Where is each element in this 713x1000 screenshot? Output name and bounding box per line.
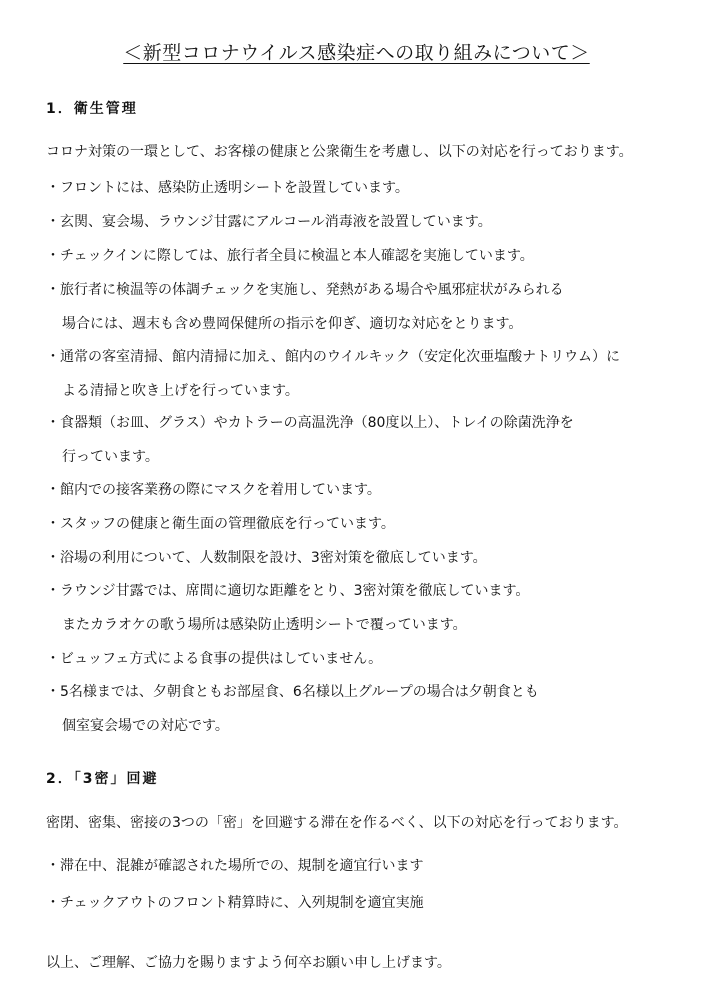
list-item: [46, 642, 706, 676]
list-item-text-continued: よる清掃と吹き上げを行っています。: [62, 383, 299, 399]
list-item-text: ・チェックアウトのフロント精算時に、入列規制を適宜実施: [46, 895, 424, 911]
list-item: [46, 406, 706, 474]
list-item: [46, 541, 706, 575]
list-item-text: ・ラウンジ甘露では、席間に適切な距離をとり、3密対策を徹底しています。: [46, 583, 530, 599]
section2-heading: 2．「3密」回避: [46, 771, 159, 787]
list-item: [46, 849, 706, 883]
list-item-text-continued: またカラオケの歌う場所は感染防止透明シートで覆っています。: [62, 617, 467, 633]
list-item-text: ・玄関、宴会場、ラウンジ甘露にアルコール消毒液を設置しています。: [46, 214, 492, 230]
section2-intro: 密閉、密集、密接の3つの「密」を回避する滞在を作るべく、以下の対応を行っております。: [46, 815, 628, 831]
list-item-text: ・食器類（お皿、グラス）やカトラーの高温洗浄（80度以上）、トレイの除菌洗浄を: [46, 415, 574, 431]
list-item: [46, 340, 706, 408]
list-item-text: ・滞在中、混雑が確認された場所での、規制を適宜行います: [46, 858, 424, 874]
list-item-text-continued: 個室宴会場での対応です。: [62, 718, 229, 734]
list-item-text: ・スタッフの健康と衛生面の管理徹底を行っています。: [46, 516, 395, 532]
document-title: [0, 38, 713, 68]
list-item: [46, 507, 706, 541]
list-item: [46, 675, 706, 743]
list-item-text: ・館内での接客業務の際にマスクを着用しています。: [46, 482, 381, 498]
list-item: [46, 205, 706, 239]
list-item-text: ・通常の客室清掃、館内清掃に加え、館内のウイルキック（安定化次亜塩酸ナトリウム）に: [46, 349, 620, 365]
list-item-text: ・チェックインに際しては、旅行者全員に検温と本人確認を実施しています。: [46, 248, 534, 264]
section1-heading: 1．衛生管理: [46, 101, 138, 117]
section1-intro: コロナ対策の一環として、お客様の健康と公衆衛生を考慮し、以下の対応を行っております。: [46, 144, 633, 160]
list-item-text: ・ビュッフェ方式による食事の提供はしていません。: [46, 651, 383, 667]
list-item: [46, 886, 706, 920]
list-item-text: ・旅行者に検温等の体調チェックを実施し、発熱がある場合や風邪症状がみられる: [46, 282, 564, 298]
list-item: [46, 171, 706, 205]
document-title-text: ＜新型コロナウイルス感染症への取り組みについて＞: [123, 42, 590, 64]
list-item-text: ・浴場の利用について、人数制限を設け、3密対策を徹底しています。: [46, 550, 487, 566]
list-item-text-continued: 行っています。: [62, 449, 159, 465]
list-item: [46, 473, 706, 507]
list-item: [46, 273, 706, 341]
list-item: [46, 574, 706, 642]
list-item: [46, 239, 706, 273]
list-item-text-continued: 場合には、週末も含め豊岡保健所の指示を仰ぎ、適切な対応をとります。: [62, 316, 523, 332]
list-item-text: ・5名様までは、夕朝食ともお部屋食、6名様以上グループの場合は夕朝食とも: [46, 684, 539, 700]
list-item-text: ・フロントには、感染防止透明シートを設置しています。: [46, 180, 409, 196]
closing-text: 以上、ご理解、ご協力を賜りますよう何卒お願い申し上げます。: [46, 955, 451, 971]
